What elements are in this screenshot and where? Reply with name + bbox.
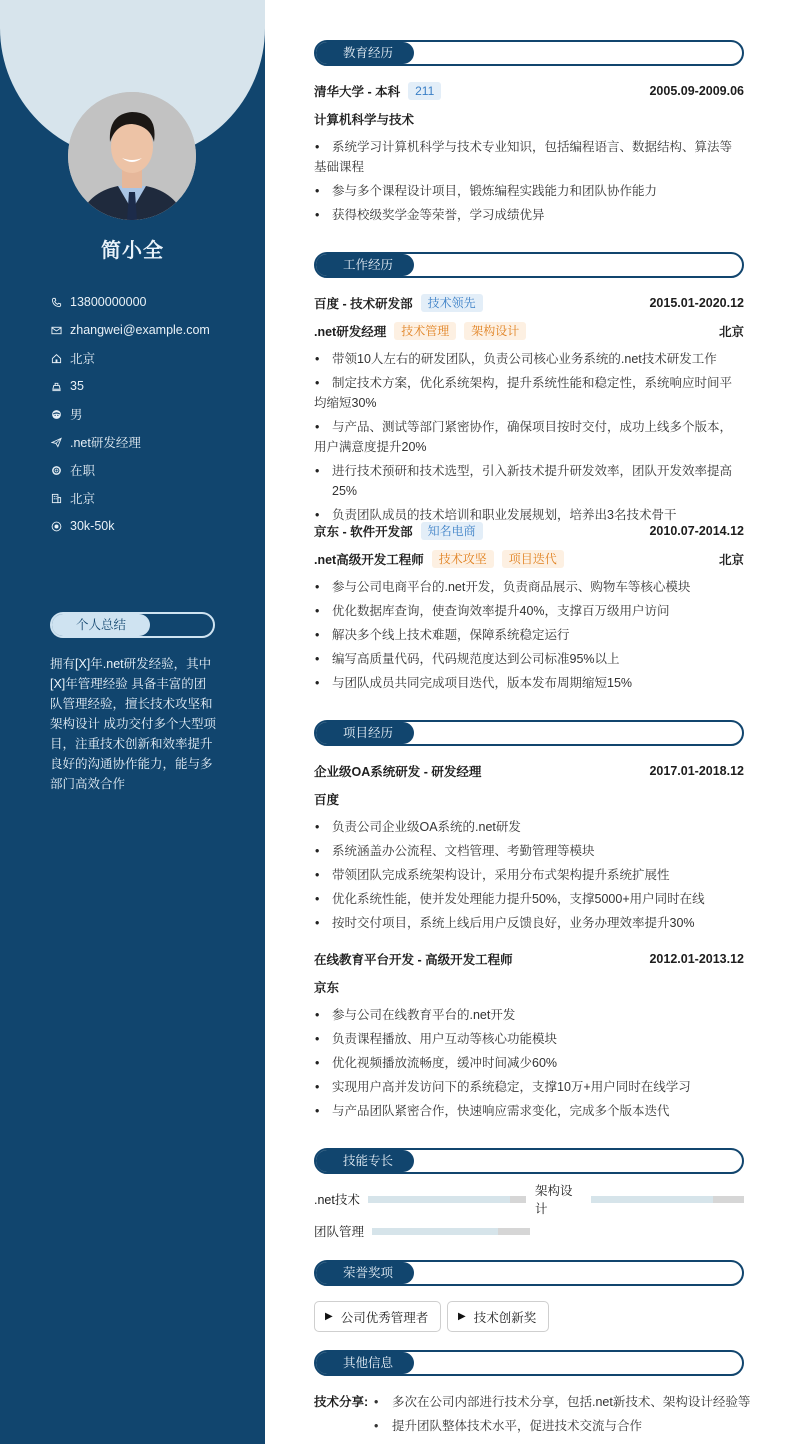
skills-section-header [314, 1148, 744, 1174]
other-section-header [314, 1350, 744, 1376]
work-0-company: 百度 - 技术研发部 [314, 297, 413, 311]
list-item: • 带领团队完成系统架构设计，采用分布式架构提升系统扩展性 [314, 865, 744, 885]
education-tag: 211 [408, 82, 441, 100]
skill-name: 团队管理 [314, 1225, 365, 1239]
contact-work-city-value: 北京 [70, 492, 96, 506]
list-item: • 系统学习计算机科学与技术专业知识，包括编程语言、数据结构、算法等基础课程 [314, 137, 744, 177]
project-1-bullets [314, 1005, 744, 1125]
education-period: 2005.09-2009.06 [649, 84, 744, 98]
contact-email-value: zhangwei@example.com [70, 323, 210, 337]
list-item: • 实现用户高并发访问下的系统稳定，支撑10万+用户同时在线学习 [314, 1077, 744, 1097]
work-1-role-tag: 项目迭代 [502, 550, 564, 568]
skill-level [372, 1228, 498, 1235]
avatar [68, 92, 196, 220]
project-1-company: 京东 [314, 981, 340, 995]
list-item: • 编写高质量代码，代码规范度达到公司标准95%以上 [314, 649, 744, 669]
education-bullets [314, 137, 744, 229]
list-item: • 参与公司电商平台的.net开发，负责商品展示、购物车等核心模块 [314, 577, 744, 597]
list-item: • 制定技术方案，优化系统架构，提升系统性能和稳定性，系统响应时间平均缩短30% [314, 373, 744, 413]
contact-salary [50, 512, 250, 540]
skill-item [314, 1221, 530, 1241]
play-triangle-icon: ▶ [325, 1311, 333, 1322]
project-0-header-row [314, 761, 744, 781]
list-item: • 优化视频播放流畅度，缓冲时间减少60% [314, 1053, 744, 1073]
work-0-role-tag: 技术管理 [394, 322, 456, 340]
work-1-header-row [314, 521, 744, 541]
skill-level [591, 1196, 713, 1203]
contact-position-value: .net研发经理 [70, 436, 141, 450]
gender-icon [50, 408, 62, 420]
contact-gender [50, 400, 250, 428]
contact-list [50, 288, 250, 540]
contact-city [50, 344, 250, 372]
list-item: • 与产品团队紧密合作，快速响应需求变化，完成多个版本迭代 [314, 1101, 744, 1121]
work-0-role: .net研发经理 [314, 325, 387, 339]
list-item: • 优化数据库查询，使查询效率提升40%，支撑百万级用户访问 [314, 601, 744, 621]
send-icon [50, 436, 62, 448]
other-title: 其他信息 [316, 1352, 414, 1374]
list-item: • 带领10人左右的研发团队，负责公司核心业务系统的.net技术研发工作 [314, 349, 744, 369]
skill-name: .net技术 [314, 1193, 360, 1207]
contact-gender-value: 男 [70, 408, 83, 422]
work-0-role-row [314, 321, 744, 341]
building-icon [50, 492, 62, 504]
education-major: 计算机科学与技术 [314, 113, 415, 127]
work-1-location: 北京 [718, 553, 744, 567]
list-item: • 负责团队成员的技术培训和职业发展规划，培养出3名技术骨干 [314, 505, 744, 525]
work-section-header [314, 252, 744, 278]
work-1-role-row [314, 549, 744, 569]
summary-section-header [50, 612, 215, 638]
project-0-title: 企业级OA系统研发 - 研发经理 [314, 765, 482, 779]
education-school: 清华大学 - 本科 [314, 85, 401, 99]
awards-title: 荣誉奖项 [316, 1262, 414, 1284]
projects-section-header [314, 720, 744, 746]
award-badge [314, 1301, 441, 1332]
list-item: • 多次在公司内部进行技术分享，包括.net新技术、架构设计经验等 [374, 1392, 754, 1412]
project-1-header-row [314, 949, 744, 969]
play-triangle-icon: ▶ [458, 1311, 466, 1322]
list-item: • 优化系统性能，使并发处理能力提升50%，支撑5000+用户同时在线 [314, 889, 744, 909]
skill-bar [372, 1228, 530, 1235]
list-item: • 参与公司在线教育平台的.net开发 [314, 1005, 744, 1025]
work-0-header-row [314, 293, 744, 313]
education-major-row [314, 109, 744, 129]
work-1-period: 2010.07-2014.12 [649, 524, 744, 538]
work-1-company-tag: 知名电商 [421, 522, 483, 540]
list-item: • 进行技术预研和技术选型，引入新技术提升研发效率，团队开发效率提高25% [314, 461, 744, 501]
age-icon [50, 380, 62, 392]
list-item: • 与产品、测试等部门紧密协作，确保项目按时交付，成功上线多个版本，用户满意度提升20% [314, 417, 744, 457]
project-1-period: 2012.01-2013.12 [649, 952, 744, 966]
contact-status-value: 在职 [70, 464, 96, 478]
work-0-period: 2015.01-2020.12 [649, 296, 744, 310]
work-1-role-tag: 技术攻坚 [432, 550, 494, 568]
project-0-company-row [314, 789, 744, 809]
education-title: 教育经历 [316, 42, 414, 64]
list-item: • 负责课程播放、用户互动等核心功能模块 [314, 1029, 744, 1049]
list-item: • 参与多个课程设计项目，锻炼编程实践能力和团队协作能力 [314, 181, 744, 201]
project-1-company-row [314, 977, 744, 997]
summary-title: 个人总结 [52, 614, 150, 636]
list-item: • 系统涵盖办公流程、文档管理、考勤管理等模块 [314, 841, 744, 861]
contact-age [50, 372, 250, 400]
work-0-bullets [314, 349, 744, 529]
skill-item [314, 1189, 526, 1209]
projects-title: 项目经历 [316, 722, 414, 744]
contact-work-city [50, 484, 250, 512]
status-icon [50, 464, 62, 476]
phone-icon [50, 296, 62, 308]
skill-item [535, 1184, 744, 1216]
project-0-company: 百度 [314, 793, 340, 807]
other-label: 技术分享: [314, 1395, 369, 1409]
work-1-role: .net高级开发工程师 [314, 553, 424, 567]
home-icon [50, 352, 62, 364]
other-bullets [374, 1392, 754, 1440]
work-0-company-tag: 技术领先 [421, 294, 483, 312]
contact-phone-value: 13800000000 [70, 295, 147, 309]
skill-bar [591, 1196, 744, 1203]
work-0-role-tag: 架构设计 [464, 322, 526, 340]
award-label: 公司优秀管理者 [340, 1310, 429, 1325]
skill-name: 架构设计 [535, 1184, 573, 1216]
work-1-bullets [314, 577, 744, 697]
list-item: • 与团队成员共同完成项目迭代，版本发布周期缩短15% [314, 673, 744, 693]
education-section-header [314, 40, 744, 66]
work-title: 工作经历 [316, 254, 414, 276]
skills-title: 技能专长 [316, 1150, 414, 1172]
work-1-company: 京东 - 软件开发部 [314, 525, 413, 539]
skill-bar [368, 1196, 526, 1203]
mail-icon [50, 324, 62, 336]
contact-age-value: 35 [70, 379, 84, 393]
award-badge [447, 1301, 549, 1332]
summary-text: 拥有[X]年.net研发经验，其中[X]年管理经验 具备丰富的团队管理经验，擅长技术攻坚和架构设计 成功交付多个大型项目，注重技术创新和效率提升 良好的沟通协作能力，能与多部门高效合作 [50, 657, 216, 791]
list-item: • 按时交付项目，系统上线后用户反馈良好，业务办理效率提升30% [314, 913, 744, 933]
list-item: • 获得校级奖学金等荣誉，学习成绩优异 [314, 205, 744, 225]
avatar-photo-icon [68, 92, 196, 220]
awards-section-header [314, 1260, 744, 1286]
award-label: 技术创新奖 [473, 1310, 537, 1325]
skill-level [368, 1196, 510, 1203]
list-item: • 负责公司企业级OA系统的.net研发 [314, 817, 744, 837]
contact-email [50, 316, 250, 344]
salary-icon [50, 520, 62, 532]
work-0-location: 北京 [718, 325, 744, 339]
list-item: • 解决多个线上技术难题，保障系统稳定运行 [314, 625, 744, 645]
project-1-title: 在线教育平台开发 - 高级开发工程师 [314, 953, 513, 967]
contact-phone [50, 288, 250, 316]
project-0-bullets [314, 817, 744, 937]
contact-city-value: 北京 [70, 352, 96, 366]
education-header-row [314, 81, 744, 101]
project-0-period: 2017.01-2018.12 [649, 764, 744, 778]
list-item: • 提升团队整体技术水平，促进技术交流与合作 [374, 1416, 754, 1436]
profile-name: 简小全 [101, 240, 164, 262]
sidebar [0, 0, 265, 1444]
contact-status [50, 456, 250, 484]
contact-position [50, 428, 250, 456]
contact-salary-value: 30k-50k [70, 519, 115, 533]
